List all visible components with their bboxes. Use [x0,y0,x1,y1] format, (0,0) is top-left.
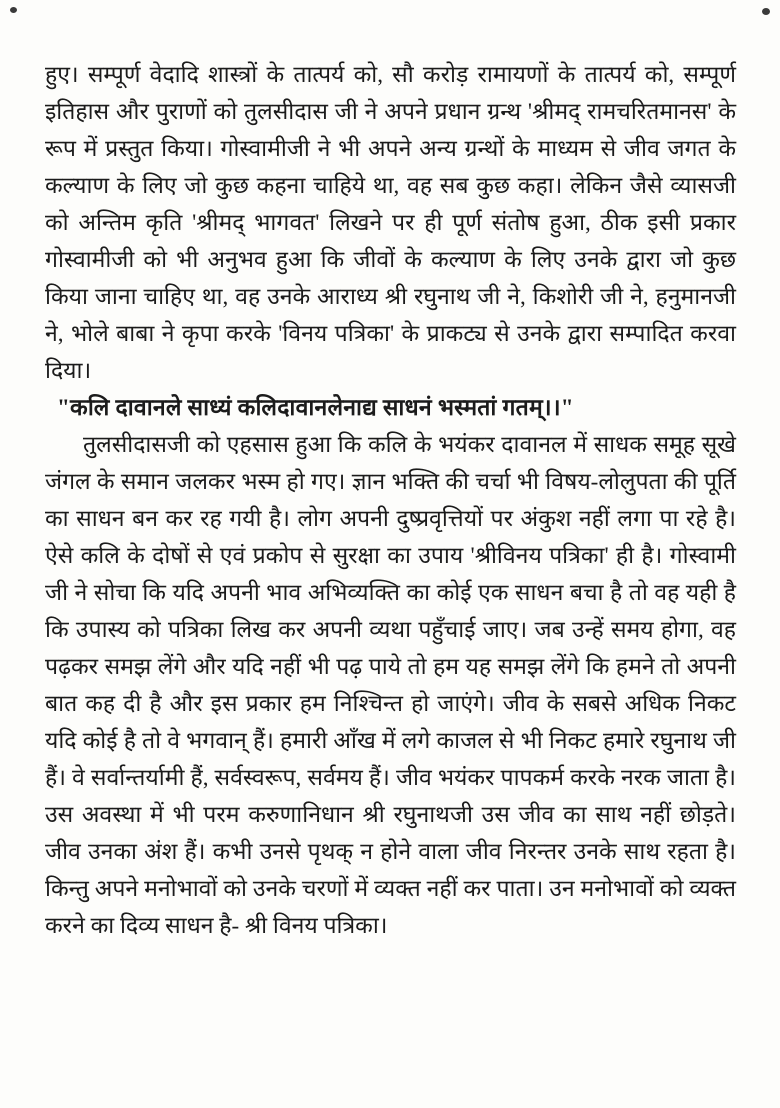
scan-artifact-top-left [10,7,17,13]
body-paragraph-1: हुए। सम्पूर्ण वेदादि शास्त्रों के तात्पर्य को, सौ करोड़ रामायणों के तात्पर्य को, सम्पूर्ण इतिहास और पुराणों को तुलसीदास जी ने अपने प्रधान ग्रन्थ 'श्रीमद् रामचरितमानस' के रूप में प्रस्तुत किया। गोस्वामीजी ने भी अपने अन्य ग्रन्थों के माध्यम से जीव जगत के कल्याण के लिए जो कुछ कहना चाहिये था, वह सब कुछ कहा। लेकिन जैसे व्यासजी को अन्तिम कृति 'श्रीमद् भागवत' लिखने पर ही पूर्ण संतोष हुआ, ठीक इसी प्रकार गोस्वामीजी को भी अनुभव हुआ कि जीवों के कल्याण के लिए उनके द्वारा जो कुछ किया जाना चाहिए था, वह उनके आराध्य श्री रघुनाथ जी ने, किशोरी जी ने, हनुमानजी ने, भोले बाबा ने कृपा करके 'विनय पत्रिका' के प्राकट्य से उनके द्वारा सम्पादित करवा दिया। [45,62,736,383]
body-paragraph-2: तुलसीदासजी को एहसास हुआ कि कलि के भयंकर दावानल में साधक समूह सूखे जंगल के समान जलकर भस्म हो गए। ज्ञान भक्ति की चर्चा भी विषय-लोलुपता की पूर्ति का साधन बन कर रह गयी है। लोग अपनी दुष्प्रवृत्तियों पर अंकुश नहीं लगा पा रहे है। ऐसे कलि के दोषों से एवं प्रकोप से सुरक्षा का उपाय 'श्रीविनय पत्रिका' ही है। गोस्वामी जी ने सोचा कि यदि अपनी भाव अभिव्यक्ति का कोई एक साधन बचा है तो वह यही है कि उपास्य को पत्रिका लिख कर अपनी व्यथा पहुँचाई जाए। जब उन्हें समय होगा, वह पढ़कर समझ लेंगे और यदि नहीं भी पढ़ पाये तो हम यह समझ लेंगे कि हमने तो अपनी बात कह दी है और इस प्रकार हम निश्चिन्त हो जाएंगे। जीव के सबसे अधिक निकट यदि कोई है तो वे भगवान् हैं। हमारी आँख में लगे काजल से भी निकट हमारे रघुनाथ जी हैं। वे सर्वान्तर्यामी हैं, सर्वस्वरूप, सर्वमय हैं। जीव भयंकर पापकर्म करके नरक जाता है। उस अवस्था में भी परम करुणानिधान श्री रघुनाथजी उस जीव का साथ नहीं छोड़ते। जीव उनका अंश हैं। कभी उनसे पृथक् न होने वाला जीव निरन्तर उनके साथ रहता है। किन्तु अपने मनोभावों को उनके चरणों में व्यक्त नहीं कर पाता। उन मनोभावों को व्यक्त करने का दिव्य साधन है- श्री विनय पत्रिका। [45,432,736,938]
sanskrit-verse-line: "कलि दावानले साध्यं कलिदावानलेनाद्य साधनं भस्मतां गतम्।।" [57,395,574,420]
scan-artifact-top-right [762,8,770,15]
